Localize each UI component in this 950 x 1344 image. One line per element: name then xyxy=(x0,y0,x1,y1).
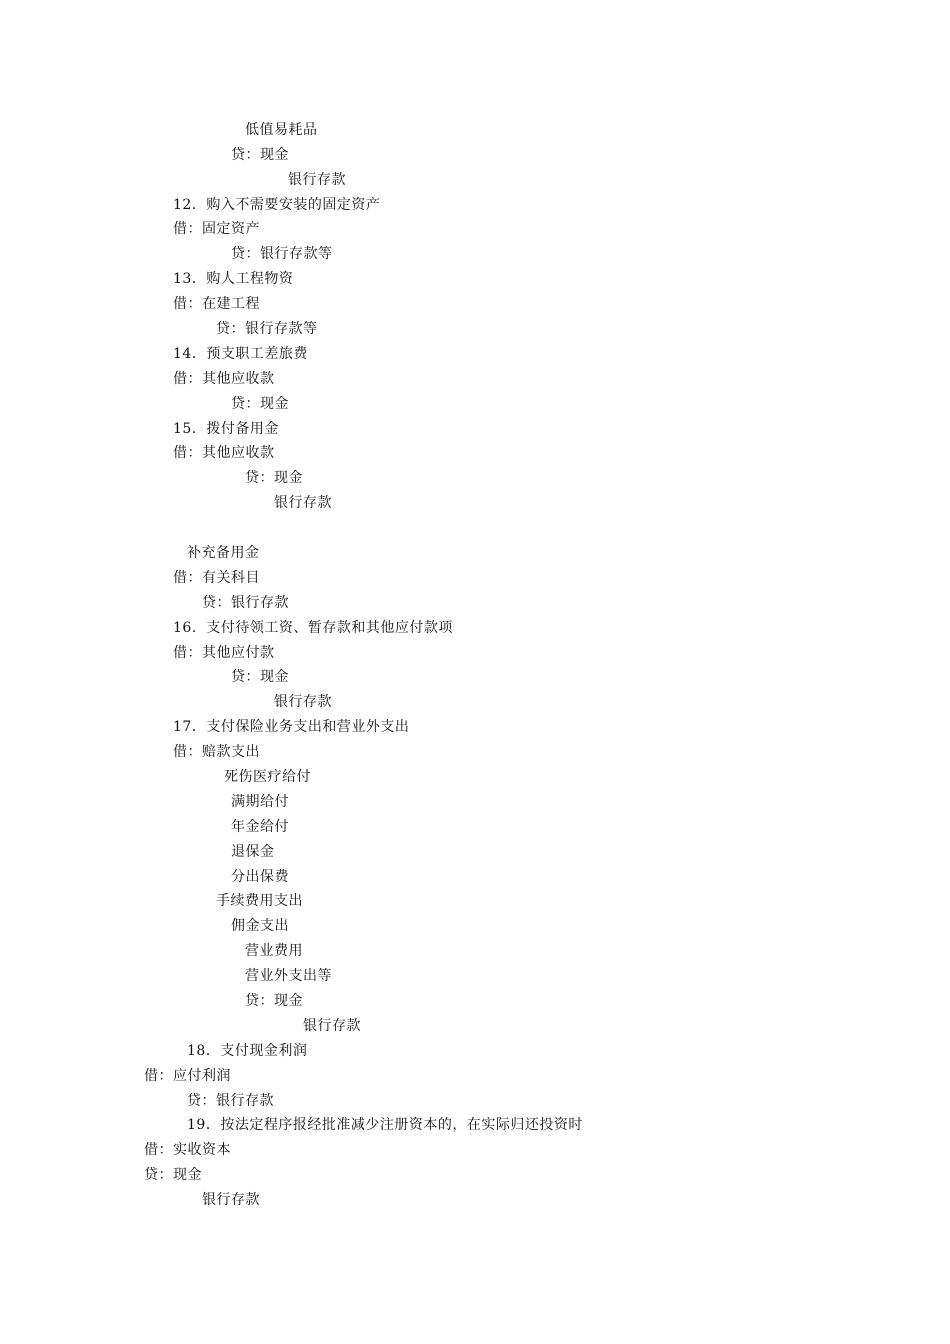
text-line: 贷：现金 xyxy=(245,993,303,1009)
text-line: 补充备用金 xyxy=(187,545,260,561)
text-line: 死伤医疗给付 xyxy=(224,769,311,785)
text-line: 借：在建工程 xyxy=(173,296,260,312)
text-line: 贷：现金 xyxy=(231,396,289,412)
text-line: 银行存款 xyxy=(274,694,332,710)
text-line: 借：固定资产 xyxy=(173,221,260,237)
text-line: 12．购入不需要安装的固定资产 xyxy=(173,197,381,213)
text-line: 退保金 xyxy=(231,844,275,860)
text-line: 借：赔款支出 xyxy=(173,744,260,760)
text-line: 贷：现金 xyxy=(231,147,289,163)
text-line: 贷：现金 xyxy=(231,669,289,685)
text-line: 银行存款 xyxy=(288,172,346,188)
text-line: 15．拨付备用金 xyxy=(173,421,279,437)
text-line: 贷：银行存款 xyxy=(187,1093,274,1109)
text-line: 满期给付 xyxy=(231,794,289,810)
text-line: 13．购人工程物资 xyxy=(173,271,294,287)
text-line: 14．预支职工差旅费 xyxy=(173,346,308,362)
text-line: 银行存款 xyxy=(202,1192,260,1208)
text-line: 佣金支出 xyxy=(231,918,289,934)
text-line: 营业外支出等 xyxy=(245,968,332,984)
text-line: 贷：银行存款等 xyxy=(216,321,318,337)
text-line: 19．按法定程序报经批准减少注册资本的，在实际归还投资时 xyxy=(187,1117,583,1133)
text-line: 借：其他应付款 xyxy=(173,645,275,661)
text-line: 18．支付现金利润 xyxy=(187,1043,308,1059)
text-line: 17．支付保险业务支出和营业外支出 xyxy=(173,719,410,735)
text-line: 贷：现金 xyxy=(144,1167,202,1183)
text-line: 借：应付利润 xyxy=(144,1068,231,1084)
text-line: 贷：银行存款 xyxy=(202,595,289,611)
text-line: 借：其他应收款 xyxy=(173,445,275,461)
text-line: 借：其他应收款 xyxy=(173,371,275,387)
text-line: 低值易耗品 xyxy=(245,122,318,138)
text-line: 借：实收资本 xyxy=(144,1142,231,1158)
text-line: 年金给付 xyxy=(231,819,289,835)
text-line: 分出保费 xyxy=(231,869,289,885)
text-line: 借：有关科目 xyxy=(173,570,260,586)
text-line: 营业费用 xyxy=(245,943,303,959)
text-line: 手续费用支出 xyxy=(216,893,303,909)
text-line: 银行存款 xyxy=(274,495,332,511)
text-line: 银行存款 xyxy=(303,1018,361,1034)
text-line: 贷：银行存款等 xyxy=(231,246,333,262)
text-line: 贷：现金 xyxy=(245,470,303,486)
text-line: 16．支付待领工资、暂存款和其他应付款项 xyxy=(173,620,453,636)
